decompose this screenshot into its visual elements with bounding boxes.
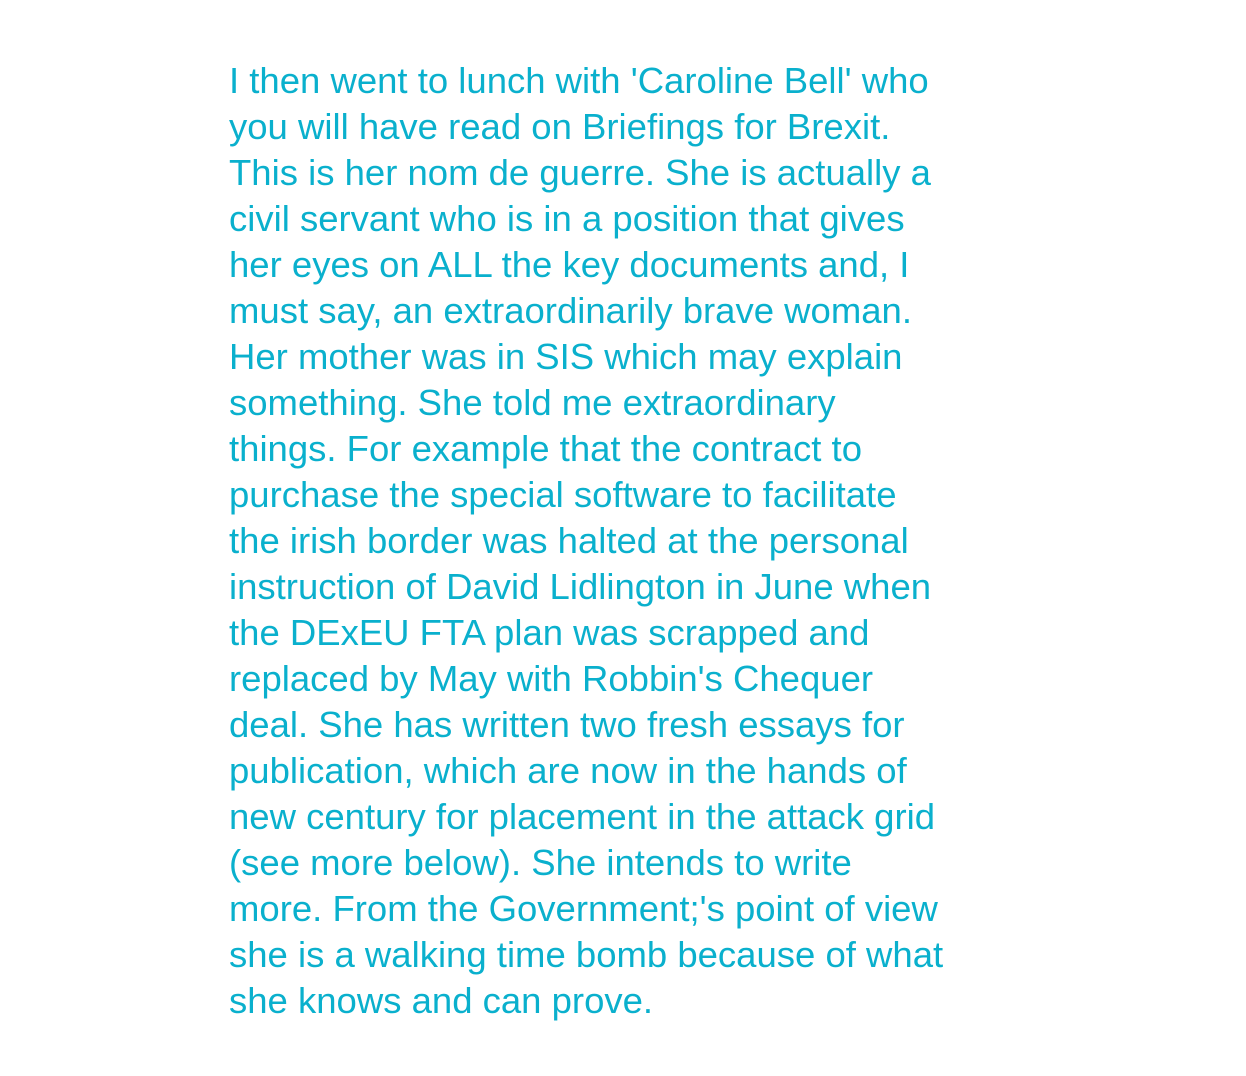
text-line: new century for placement in the attack grid	[229, 796, 936, 837]
text-line: she knows and can prove.	[229, 980, 654, 1021]
text-line: things. For example that the contract to	[229, 428, 862, 469]
text-line: civil servant who is in a position that gives	[229, 198, 905, 239]
text-line: Her mother was in SIS which may explain	[229, 336, 903, 377]
text-line: publication, which are now in the hands of	[229, 750, 907, 791]
text-line: the DExEU FTA plan was scrapped and	[229, 612, 870, 653]
text-line: her eyes on ALL the key documents and, I	[229, 244, 910, 285]
text-line: (see more below). She intends to write	[229, 842, 852, 883]
text-line: she is a walking time bomb because of what	[229, 934, 944, 975]
text-line: more. From the Government;'s point of view	[229, 888, 938, 929]
text-line: you will have read on Briefings for Brexit.	[229, 106, 891, 147]
text-line: instruction of David Lidlington in June when	[229, 566, 932, 607]
text-line: This is her nom de guerre. She is actually a	[229, 152, 931, 193]
text-line: I then went to lunch with 'Caroline Bell' who	[229, 60, 929, 101]
text-line: the irish border was halted at the personal	[229, 520, 909, 561]
text-line: deal. She has written two fresh essays for	[229, 704, 905, 745]
text-line: replaced by May with Robbin's Chequer	[229, 658, 874, 699]
text-line: must say, an extraordinarily brave woman.	[229, 290, 912, 331]
text-line: something. She told me extraordinary	[229, 382, 836, 423]
body-paragraph	[229, 58, 1029, 1024]
text-line: purchase the special software to facilitate	[229, 474, 897, 515]
